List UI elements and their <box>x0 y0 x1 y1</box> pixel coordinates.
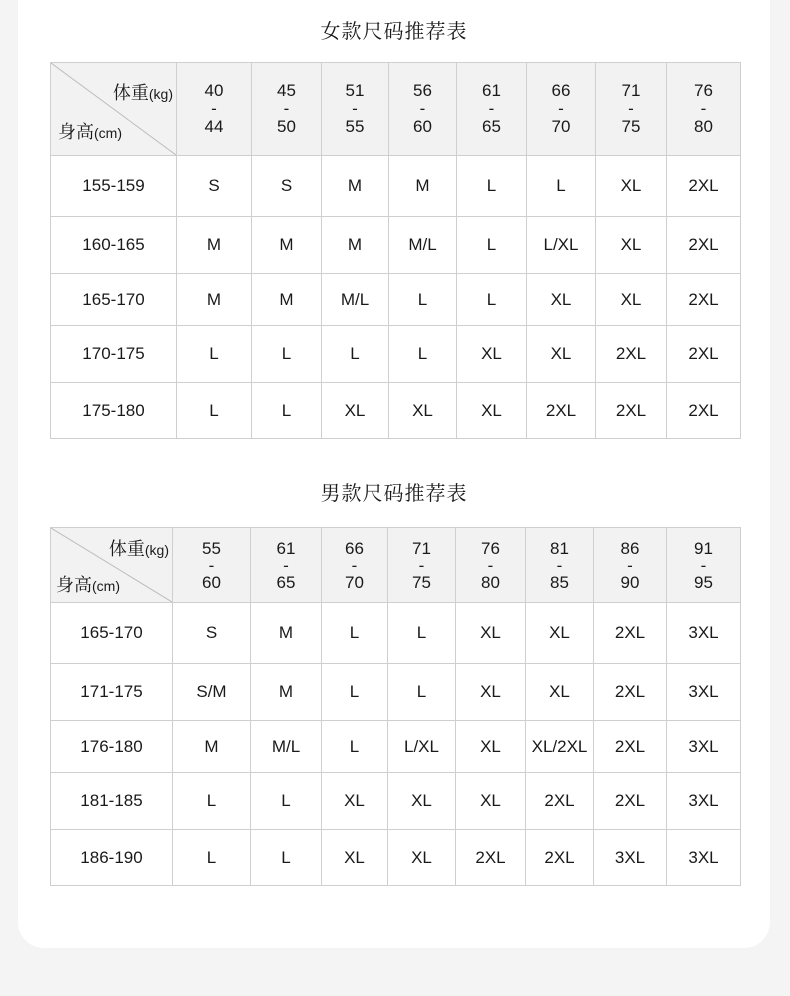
weight-range-header <box>252 63 322 156</box>
size-cell: M/L <box>251 721 322 773</box>
table-row <box>51 721 741 773</box>
weight-range-sep: - <box>418 555 425 575</box>
size-cell: L <box>457 156 527 217</box>
size-cell: L <box>457 274 527 326</box>
weight-label-text: 体重 <box>108 539 145 559</box>
weight-range-sep: - <box>627 555 633 575</box>
size-cell: M <box>322 156 389 217</box>
weight-range-header <box>173 528 251 603</box>
size-cell: M <box>173 721 251 773</box>
weight-range-header <box>389 63 457 156</box>
weight-range-from: 56 <box>413 81 432 100</box>
weight-range-to: 95 <box>694 572 713 592</box>
size-cell: 2XL <box>527 383 596 439</box>
height-range-cell: 171-175 <box>51 664 173 721</box>
weight-range-from: 55 <box>202 538 221 558</box>
size-cell: XL <box>596 274 667 326</box>
weight-range-header <box>388 528 456 603</box>
size-cell: L/XL <box>527 217 596 274</box>
weight-range-sep: - <box>283 555 289 575</box>
size-cell: M/L <box>322 274 389 326</box>
size-cell: XL <box>526 664 594 721</box>
size-cell: XL <box>596 156 667 217</box>
weight-range-header <box>526 528 594 603</box>
size-cell: L <box>322 603 388 664</box>
weight-range-header <box>322 63 389 156</box>
size-cell: L <box>252 326 322 383</box>
size-cell: L <box>389 274 457 326</box>
size-cell: M <box>177 274 252 326</box>
size-cell: XL <box>526 603 594 664</box>
height-label-text: 身高 <box>56 575 92 595</box>
table-row <box>51 773 741 830</box>
size-cell: 3XL <box>667 664 741 721</box>
size-cell: XL <box>322 830 388 886</box>
weight-range-header <box>667 63 741 156</box>
size-cell: L <box>322 721 388 773</box>
height-range-cell: 186-190 <box>51 830 173 886</box>
size-cell: 2XL <box>594 664 667 721</box>
height-label-text: 身高 <box>58 122 94 142</box>
weight-range-sep: - <box>700 99 707 118</box>
women-size-table <box>50 62 741 439</box>
size-chart-card <box>18 0 770 948</box>
size-cell: 3XL <box>594 830 667 886</box>
size-cell: 3XL <box>667 773 741 830</box>
height-range-cell: 181-185 <box>51 773 173 830</box>
size-cell: 2XL <box>594 603 667 664</box>
height-range-cell: 170-175 <box>51 326 177 383</box>
size-cell: XL/2XL <box>526 721 594 773</box>
weight-label-text: 体重 <box>112 83 149 103</box>
table-row <box>51 217 741 274</box>
corner-box <box>51 528 172 602</box>
weight-range-to: 60 <box>202 572 221 592</box>
height-unit-text: (cm) <box>92 578 120 594</box>
size-cell: XL <box>457 326 527 383</box>
size-cell: M <box>389 156 457 217</box>
height-range-cell: 165-170 <box>51 274 177 326</box>
size-cell: 2XL <box>526 830 594 886</box>
table-header-row <box>51 63 741 156</box>
size-cell: L <box>251 773 322 830</box>
weight-range-header <box>251 528 322 603</box>
size-cell: L <box>252 383 322 439</box>
size-cell: L <box>389 326 457 383</box>
weight-range-to: 75 <box>621 117 641 136</box>
height-range-cell: 160-165 <box>51 217 177 274</box>
height-unit-text: (cm) <box>94 125 122 141</box>
size-cell: XL <box>527 326 596 383</box>
size-cell: S <box>173 603 251 664</box>
size-cell: L <box>173 773 251 830</box>
weight-range-to: 65 <box>482 117 501 136</box>
height-range-cell: 176-180 <box>51 721 173 773</box>
table-header-row <box>51 528 741 603</box>
men-size-chart-title: 男款尺码推荐表 <box>320 483 468 505</box>
size-cell: 2XL <box>526 773 594 830</box>
size-cell: L <box>322 664 388 721</box>
weight-range-from: 66 <box>345 538 364 558</box>
weight-range-header <box>457 63 527 156</box>
weight-range-sep: - <box>352 99 358 118</box>
women-size-chart-title: 女款尺码推荐表 <box>320 21 468 43</box>
size-cell: S/M <box>173 664 251 721</box>
weight-range-from: 61 <box>482 81 501 100</box>
size-cell: M <box>252 217 322 274</box>
height-range-cell: 155-159 <box>51 156 177 217</box>
men-size-table <box>50 527 741 886</box>
size-cell: XL <box>388 773 456 830</box>
table-row <box>51 156 741 217</box>
weight-range-to: 55 <box>345 117 365 136</box>
size-cell: 3XL <box>667 603 741 664</box>
height-axis-label <box>58 122 122 143</box>
table-body <box>51 156 741 439</box>
size-cell: L <box>388 664 456 721</box>
size-cell: 2XL <box>667 383 741 439</box>
size-cell: 2XL <box>596 326 667 383</box>
weight-range-from: 61 <box>276 538 296 558</box>
weight-range-sep: - <box>419 99 426 118</box>
weight-range-header <box>594 528 667 603</box>
size-cell: XL <box>388 830 456 886</box>
weight-range-from: 91 <box>694 538 713 558</box>
weight-range-from: 66 <box>551 81 571 100</box>
size-cell: XL <box>322 773 388 830</box>
weight-range-header <box>177 63 252 156</box>
table-row <box>51 274 741 326</box>
weight-range-sep: - <box>351 555 358 575</box>
table-row <box>51 326 741 383</box>
size-cell: L <box>177 383 252 439</box>
size-cell: XL <box>456 603 526 664</box>
size-cell: XL <box>456 773 526 830</box>
weight-range-sep: - <box>700 555 707 575</box>
corner-header-cell <box>51 63 177 156</box>
height-axis-label <box>56 575 120 596</box>
size-cell: XL <box>527 274 596 326</box>
weight-range-to: 50 <box>277 117 296 136</box>
size-cell: L <box>322 326 389 383</box>
weight-range-from: 51 <box>345 81 365 100</box>
weight-range-header <box>667 528 741 603</box>
table-body <box>51 603 741 886</box>
weight-range-to: 75 <box>412 572 431 592</box>
size-cell: M/L <box>389 217 457 274</box>
size-cell: M <box>251 603 322 664</box>
table-row <box>51 830 741 886</box>
size-cell: S <box>252 156 322 217</box>
size-cell: XL <box>456 664 526 721</box>
size-cell: XL <box>457 383 527 439</box>
size-cell: 2XL <box>667 326 741 383</box>
size-cell: M <box>177 217 252 274</box>
size-cell: 2XL <box>456 830 526 886</box>
weight-range-sep: - <box>556 555 563 575</box>
size-cell: XL <box>456 721 526 773</box>
table-row <box>51 383 741 439</box>
weight-range-from: 71 <box>621 81 641 100</box>
size-cell: L <box>457 217 527 274</box>
weight-range-to: 70 <box>551 117 571 136</box>
weight-unit-text: (kg) <box>144 542 169 558</box>
weight-range-to: 85 <box>550 572 569 592</box>
table-header <box>51 528 741 603</box>
size-cell: 2XL <box>667 156 741 217</box>
weight-range-header <box>456 528 526 603</box>
size-cell: S <box>177 156 252 217</box>
size-cell: 2XL <box>594 721 667 773</box>
weight-range-sep: - <box>558 99 564 118</box>
weight-range-sep: - <box>208 555 215 575</box>
weight-range-from: 81 <box>550 538 569 558</box>
size-cell: L <box>388 603 456 664</box>
weight-range-header <box>322 528 388 603</box>
weight-unit-text: (kg) <box>148 86 173 102</box>
weight-range-to: 44 <box>204 117 224 136</box>
weight-range-sep: - <box>211 99 217 118</box>
weight-range-to: 60 <box>413 117 432 136</box>
table-row <box>51 664 741 721</box>
weight-range-from: 71 <box>412 538 431 558</box>
size-cell: XL <box>596 217 667 274</box>
height-range-cell: 175-180 <box>51 383 177 439</box>
weight-range-sep: - <box>628 99 634 118</box>
size-cell: XL <box>389 383 457 439</box>
size-cell: 3XL <box>667 830 741 886</box>
corner-box <box>51 63 176 155</box>
size-cell: XL <box>322 383 389 439</box>
height-range-cell: 165-170 <box>51 603 173 664</box>
weight-range-to: 80 <box>694 117 713 136</box>
weight-axis-label <box>113 83 173 104</box>
weight-range-from: 86 <box>620 538 640 558</box>
size-cell: 2XL <box>594 773 667 830</box>
table-row <box>51 603 741 664</box>
size-cell: L <box>527 156 596 217</box>
size-cell: L <box>173 830 251 886</box>
weight-range-from: 40 <box>204 81 224 100</box>
size-cell: L/XL <box>388 721 456 773</box>
size-cell: M <box>322 217 389 274</box>
weight-range-from: 76 <box>694 81 713 100</box>
weight-range-to: 70 <box>345 572 364 592</box>
weight-range-sep: - <box>487 555 494 575</box>
weight-axis-label <box>109 539 169 560</box>
size-cell: L <box>177 326 252 383</box>
weight-range-header <box>527 63 596 156</box>
corner-header-cell <box>51 528 173 603</box>
weight-range-to: 65 <box>276 572 296 592</box>
weight-range-from: 76 <box>481 538 500 558</box>
weight-range-from: 45 <box>277 81 296 100</box>
size-cell: L <box>251 830 322 886</box>
size-cell: 2XL <box>667 274 741 326</box>
size-cell: 3XL <box>667 721 741 773</box>
size-cell: 2XL <box>667 217 741 274</box>
weight-range-to: 90 <box>620 572 640 592</box>
weight-range-sep: - <box>283 99 290 118</box>
size-cell: 2XL <box>596 383 667 439</box>
size-cell: M <box>251 664 322 721</box>
weight-range-header <box>596 63 667 156</box>
weight-range-sep: - <box>488 99 495 118</box>
size-cell: M <box>252 274 322 326</box>
weight-range-to: 80 <box>481 572 500 592</box>
table-header <box>51 63 741 156</box>
